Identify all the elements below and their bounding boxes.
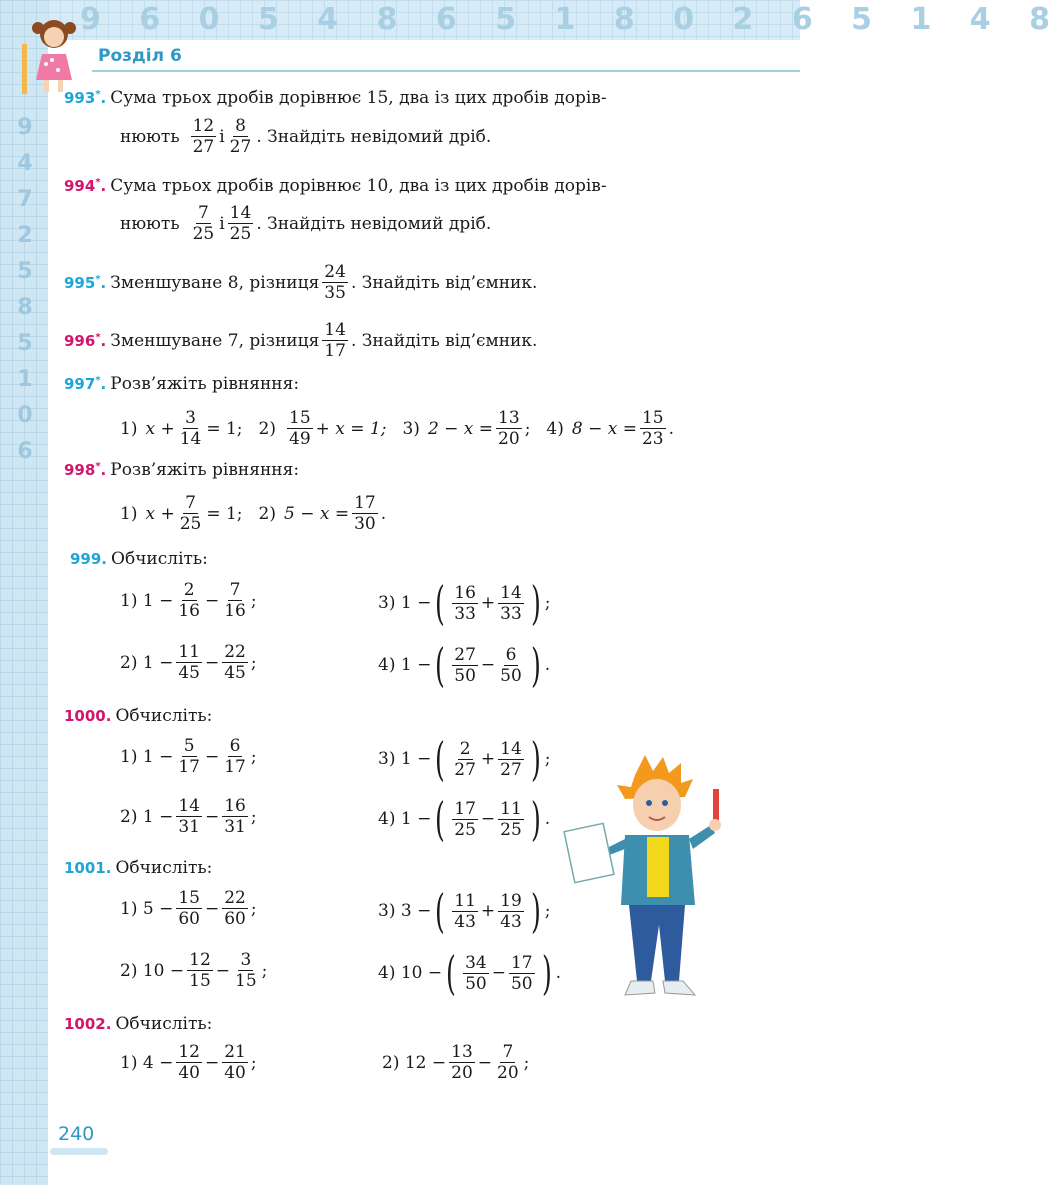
fraction: $\frac{2}{16}$	[178, 580, 200, 621]
fraction: $\frac{11}{25}$	[500, 798, 522, 840]
problem-997: 997*. Розв’яжіть рівняння:	[64, 374, 300, 394]
fraction: $\frac{13}{20}$	[451, 1042, 473, 1083]
expr-1001-2: 2) 10 − $\frac{12}{15}$ − $\frac{3}{15}$ ;	[120, 950, 268, 991]
problem-998-equations: 1) x + $\frac{7}{25}$ = 1; 2) 5 − x = $\frac{17}{30}$ .	[120, 493, 387, 534]
side-decorative-digits: 9 4 7 2 5 8 5 1 0 6	[17, 115, 33, 464]
fraction: $\frac{14}{33}$	[500, 582, 522, 624]
fraction: $\frac{7}{25}$	[192, 203, 215, 244]
fraction: $\frac{2}{27}$	[454, 738, 476, 780]
problem-999: 999. Обчисліть:	[70, 549, 208, 569]
fraction: $\frac{3}{14}$	[179, 408, 202, 449]
expr-1002-2: 2) 12 − $\frac{13}{20}$ − $\frac{7}{20}$ ;	[382, 1042, 530, 1083]
fraction: $\frac{34}{50}$	[465, 952, 487, 994]
problem-number: 995*.	[64, 273, 107, 292]
fraction: $\frac{3}{15}$	[235, 950, 257, 991]
problem-998: 998*. Розв’яжіть рівняння:	[64, 460, 300, 480]
header-rule	[92, 70, 800, 72]
problem-number: 1002.	[64, 1015, 112, 1033]
fraction: $\frac{5}{17}$	[178, 736, 200, 777]
page-number-bar	[50, 1148, 108, 1155]
fraction: $\frac{14}{17}$	[324, 320, 346, 361]
problem-995: 995*. Зменшуване 8, різниця $\frac{24}{35}$ . Знайдіть від’ємник.	[64, 262, 538, 303]
fraction: $\frac{12}{27}$	[192, 116, 215, 157]
fraction: $\frac{15}{60}$	[178, 888, 200, 929]
decorative-digits: 9 6 0 5 4 8 6 5 1 8 0 2 6 5 1 4 8	[80, 2, 1064, 37]
left-grid-margin	[0, 0, 48, 1185]
expr-999-3: 3) 1 − ( $\frac{16}{33}$ + $\frac{14}{33}$ ) ;	[378, 576, 551, 630]
fraction: $\frac{22}{45}$	[224, 642, 246, 683]
problem-1001: 1001. Обчисліть:	[64, 858, 213, 878]
expr-999-2: 2) 1 − $\frac{11}{45}$ − $\frac{22}{45}$ ;	[120, 642, 257, 683]
fraction: $\frac{16}{33}$	[454, 582, 476, 624]
fraction: $\frac{14}{25}$	[229, 203, 252, 244]
fraction: $\frac{12}{15}$	[189, 950, 211, 991]
fraction: $\frac{15}{49}$	[289, 408, 311, 449]
problem-994-line2: нюють $\frac{7}{25}$ і $\frac{14}{25}$ . Знайдіть невідомий дріб.	[120, 203, 492, 244]
expr-1001-1: 1) 5 − $\frac{15}{60}$ − $\frac{22}{60}$ ;	[120, 888, 257, 929]
fraction: $\frac{21}{40}$	[224, 1042, 246, 1083]
fraction: $\frac{16}{31}$	[224, 796, 246, 837]
fraction: $\frac{7}{25}$	[179, 493, 202, 534]
section-title: Розділ 6	[98, 46, 182, 66]
page-number: 240	[58, 1123, 95, 1145]
fraction: $\frac{13}{20}$	[498, 408, 520, 449]
fraction: $\frac{11}{43}$	[454, 890, 476, 932]
problem-1002: 1002. Обчисліть:	[64, 1014, 213, 1034]
fraction: $\frac{15}{23}$	[641, 408, 664, 449]
expr-1000-1: 1) 1 − $\frac{5}{17}$ − $\frac{6}{17}$ ;	[120, 736, 257, 777]
problem-996: 996*. Зменшуване 7, різниця $\frac{14}{17}$ . Знайдіть від’ємник.	[64, 320, 538, 361]
fraction: $\frac{14}{27}$	[500, 738, 522, 780]
fraction: $\frac{11}{45}$	[178, 642, 200, 683]
problem-994: 994*. Сума трьох дробів дорівнює 10, два із цих дробів дорів-	[64, 176, 607, 196]
expr-1002-1: 1) 4 − $\frac{12}{40}$ − $\frac{21}{40}$ ;	[120, 1042, 257, 1083]
fraction: $\frac{17}{30}$	[354, 493, 376, 534]
expr-999-4: 4) 1 − ( $\frac{27}{50}$ − $\frac{6}{50}$ ) .	[378, 638, 551, 692]
expr-1000-2: 2) 1 − $\frac{14}{31}$ − $\frac{16}{31}$ ;	[120, 796, 257, 837]
problem-number: 1001.	[64, 859, 112, 877]
problem-1000: 1000. Обчисліть:	[64, 706, 213, 726]
problem-993: 993*. Сума трьох дробів дорівнює 15, два із цих дробів дорів-	[64, 88, 607, 108]
problem-number: 993*.	[64, 89, 107, 107]
fraction: $\frac{7}{16}$	[224, 580, 246, 621]
fraction: $\frac{6}{50}$	[500, 644, 522, 686]
expr-1000-3: 3) 1 − ( $\frac{2}{27}$ + $\frac{14}{27}$ ) ;	[378, 732, 551, 786]
fraction: $\frac{27}{50}$	[454, 644, 476, 686]
fraction: $\frac{14}{31}$	[178, 796, 200, 837]
problem-number: 994*.	[64, 177, 107, 195]
top-grid-strip	[0, 0, 1064, 40]
fraction: $\frac{7}{20}$	[497, 1042, 519, 1083]
problem-number: 1000.	[64, 707, 112, 725]
fraction: $\frac{24}{35}$	[324, 262, 346, 303]
expr-999-1: 1) 1 − $\frac{2}{16}$ − $\frac{7}{16}$ ;	[120, 580, 257, 621]
problem-number: 996*.	[64, 331, 107, 350]
problem-997-equations: 1) x + $\frac{3}{14}$ = 1; 2) $\frac{15}{49}$ + x = 1; 3) 2 − x = $\frac{13}{20}$ ; 4) 8 − x = $\frac{15}{23}$ .	[120, 408, 675, 449]
problem-number: 997*.	[64, 375, 107, 393]
problem-number: 999.	[70, 550, 108, 568]
fraction: $\frac{19}{43}$	[500, 890, 522, 932]
expr-1001-4: 4) 10 − ( $\frac{34}{50}$ − $\frac{17}{50}$ ) .	[378, 946, 561, 1000]
fraction: $\frac{12}{40}$	[178, 1042, 200, 1083]
problem-number: 998*.	[64, 461, 107, 479]
fraction: $\frac{17}{50}$	[510, 952, 533, 994]
girl-illustration	[18, 14, 88, 94]
fraction: $\frac{17}{25}$	[454, 798, 476, 840]
fraction: $\frac{6}{17}$	[224, 736, 246, 777]
fraction: $\frac{22}{60}$	[224, 888, 246, 929]
problem-993-line2: нюють $\frac{12}{27}$ і $\frac{8}{27}$ . Знайдіть невідомий дріб.	[120, 116, 492, 157]
boy-illustration	[565, 755, 745, 1000]
fraction: $\frac{8}{27}$	[229, 116, 252, 157]
expr-1001-3: 3) 3 − ( $\frac{11}{43}$ + $\frac{19}{43}$ ) ;	[378, 884, 551, 938]
expr-1000-4: 4) 1 − ( $\frac{17}{25}$ − $\frac{11}{25}$ ) .	[378, 792, 551, 846]
